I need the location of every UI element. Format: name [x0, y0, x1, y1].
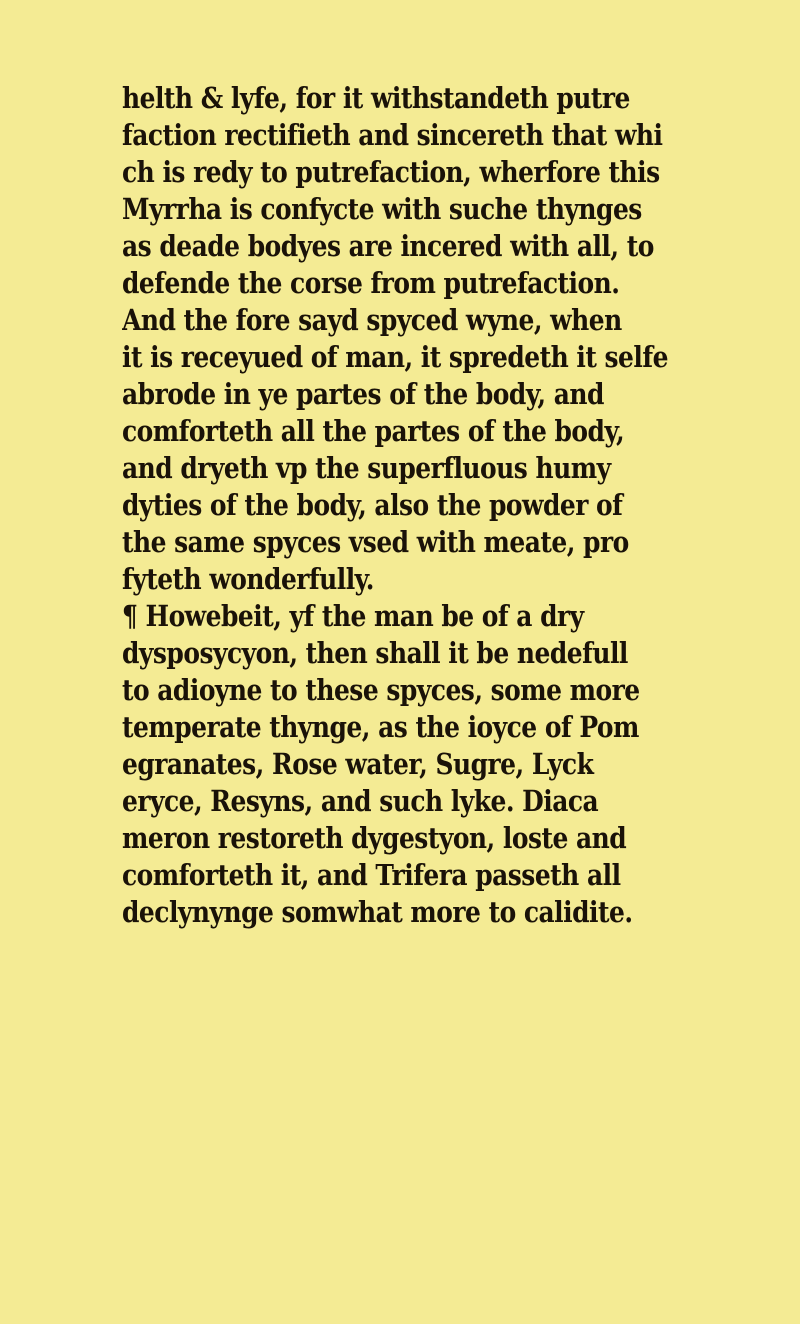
text-line: it is receyued of man, it spredeth it selfe: [122, 340, 668, 374]
text-line: comforteth all the partes of the body,: [122, 414, 625, 448]
text-line: fyteth wonderfully.: [122, 562, 374, 596]
text-line: Myrrha is confycte with suche thynges: [122, 192, 642, 226]
text-line: temperate thynge, as the ioyce of Pom: [122, 710, 639, 744]
text-line: dyties of the body, also the powder of: [122, 488, 623, 522]
text-line: declynynge somwhat more to calidite.: [122, 895, 633, 929]
text-line: defende the corse from putrefaction.: [122, 266, 620, 300]
text-line: abrode in ye partes of the body, and: [122, 377, 604, 411]
text-line: And the fore sayd spyced wyne, when: [122, 303, 622, 337]
text-line: comforteth it, and Trifera passeth all: [122, 858, 621, 892]
text-line: the same spyces vsed with meate, pro: [122, 525, 629, 559]
text-line: ¶ Howebeit, yf the man be of a dry: [122, 599, 584, 633]
text-line: egranates, Rose water, Sugre, Lyck: [122, 747, 594, 781]
text-line: eryce, Resyns, and such lyke. Diaca: [122, 784, 599, 818]
text-line: as deade bodyes are incered with all, to: [122, 229, 654, 263]
body-text: [122, 80, 688, 931]
text-line: helth & lyfe, for it withstandeth putre: [122, 81, 630, 115]
text-line: and dryeth vp the superfluous humy: [122, 451, 611, 485]
text-line: meron restoreth dygestyon, loste and: [122, 821, 627, 855]
text-line: faction rectifieth and sincereth that whi: [122, 118, 663, 152]
text-line: dysposycyon, then shall it be nedefull: [122, 636, 628, 670]
text-line: ch is redy to putrefaction, wherfore this: [122, 155, 660, 189]
text-line: to adioyne to these spyces, some more: [122, 673, 640, 707]
